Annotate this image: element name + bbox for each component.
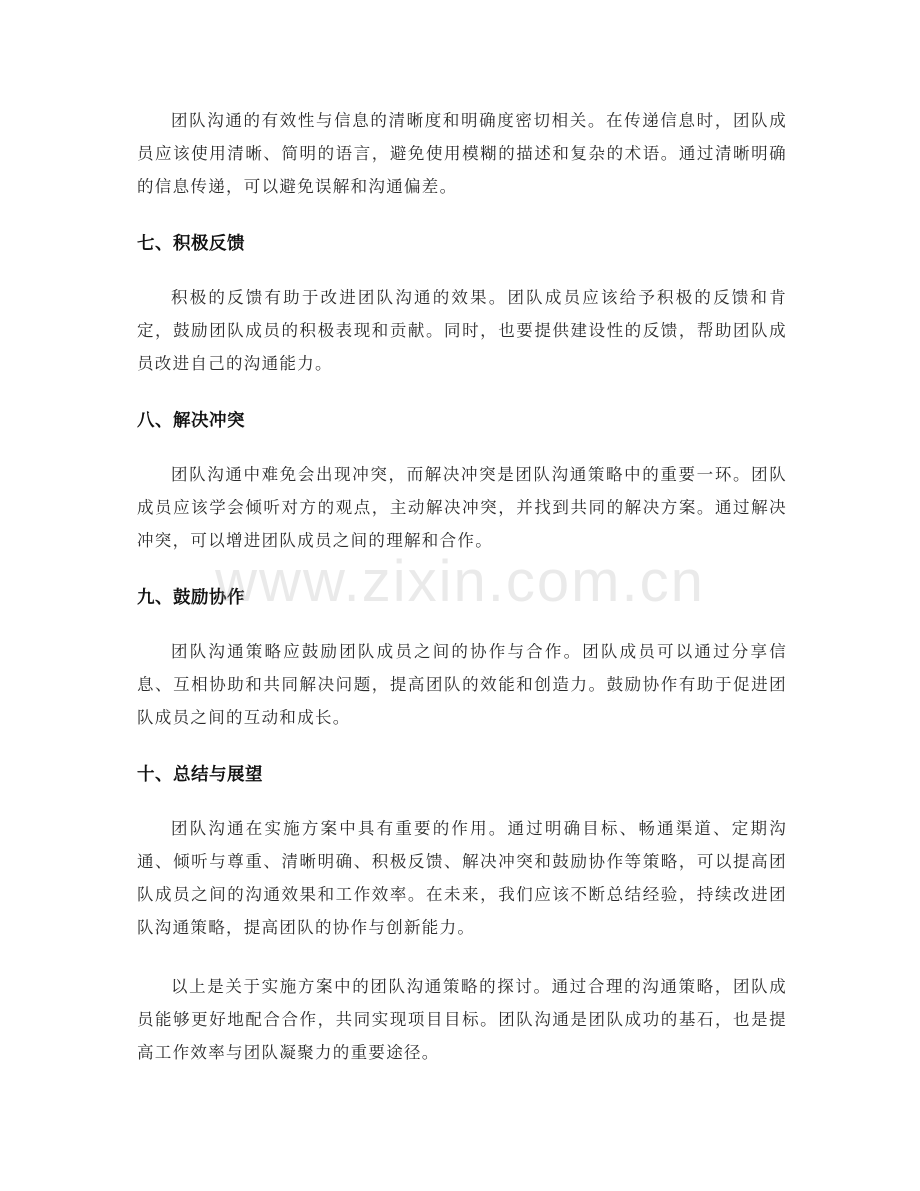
heading-summary-outlook: 十、总结与展望: [137, 765, 263, 785]
heading-resolve-conflict: 八、解决冲突: [137, 411, 245, 431]
paragraph-resolve-conflict: 团队沟通中难免会出现冲突，而解决冲突是团队沟通策略中的重要一环。团队成员应该学会倾听对方的观点，主动解决冲突，并找到共同的解决方案。通过解决冲突，可以增进团队成员之间的理解和合作。: [137, 465, 787, 550]
heading-positive-feedback: 七、积极反馈: [137, 234, 245, 254]
watermark-text: www.zixin.com.cn: [215, 549, 705, 614]
paragraph-encourage-collaboration: 团队沟通策略应鼓励团队成员之间的协作与合作。团队成员可以通过分享信息、互相协助和共同解决问题，提高团队的效能和创造力。鼓励协作有助于促进团队成员之间的互动和成长。: [137, 642, 787, 727]
paragraph-clarity: 团队沟通的有效性与信息的清晰度和明确度密切相关。在传递信息时，团队成员应该使用清晰、简明的语言，避免使用模糊的描述和复杂的术语。通过清晰明确的信息传递，可以避免误解和沟通偏差。: [137, 111, 787, 196]
heading-encourage-collaboration: 九、鼓励协作: [137, 588, 245, 608]
paragraph-summary: 团队沟通在实施方案中具有重要的作用。通过明确目标、畅通渠道、定期沟通、倾听与尊重、清晰明确、积极反馈、解决冲突和鼓励协作等策略，可以提高团队成员之间的沟通效果和工作效率。在未来，我们应该不断总结经验，持续改进团队沟通策略，提高团队的协作与创新能力。: [137, 819, 787, 937]
paragraph-positive-feedback: 积极的反馈有助于改进团队沟通的效果。团队成员应该给予积极的反馈和肯定，鼓励团队成员的积极表现和贡献。同时，也要提供建设性的反馈，帮助团队成员改进自己的沟通能力。: [137, 288, 787, 373]
document-body: [137, 104, 787, 1095]
paragraph-conclusion: 以上是关于实施方案中的团队沟通策略的探讨。通过合理的沟通策略，团队成员能够更好地配合合作，共同实现项目目标。团队沟通是团队成功的基石，也是提高工作效率与团队凝聚力的重要途径。: [137, 977, 787, 1062]
